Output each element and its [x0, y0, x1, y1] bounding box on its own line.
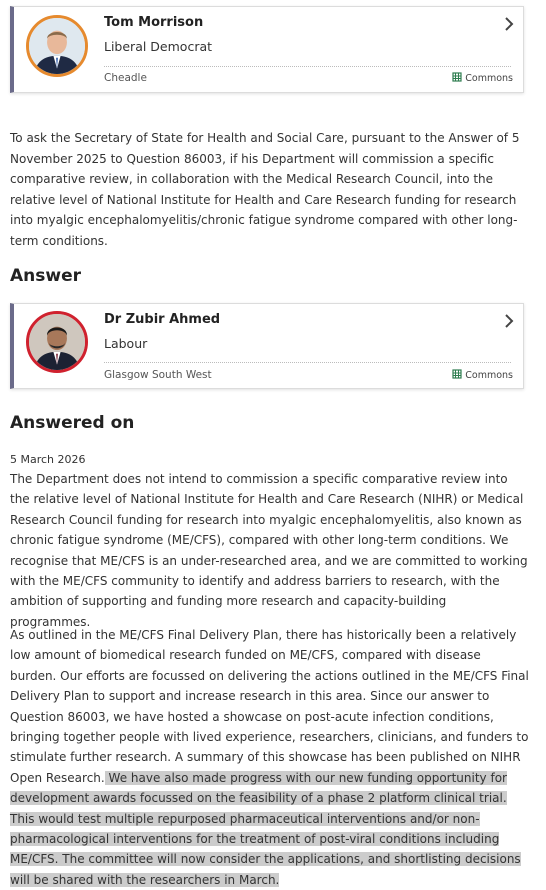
asking-member-card[interactable] — [10, 6, 524, 93]
answer-paragraph: The Department does not intend to commission a specific comparative review into the relative level of National Institute for Health and Care Research (NIHR) or Medical Research Council funding for research into myalgic encephalomyelitis, also known as chronic fatigue syndrome (ME/CFS), compared with other long-term conditions. We recognise that ME/CFS is an under-researched area, and we are committed to working with the ME/CFS community to identify and address barriers to research, with the ambition of supporting and funding more research and capacity-building programmes. — [10, 472, 528, 629]
member-constituency: Glasgow South West — [104, 369, 212, 381]
chevron-right-icon[interactable] — [504, 17, 514, 31]
avatar-tom-morrison — [26, 15, 88, 77]
answer-text: As outlined in the ME/CFS Final Delivery Plan, there has historically been a relatively low amount of biomedical research funded on ME/CFS, compared with disease burden. Our efforts are focussed on delivering the actions outlined in the ME/CFS Final Delivery Plan to support and increase research in this area. Since our answer to Question 86003, we have hosted a showcase on post-acute infection conditions, bringing together people with lived experience, researchers, clinicians, and funders to stimulate further research. A summary of this showcase has been published on NIHR Open Research. — [10, 628, 529, 785]
answered-date: 5 March 2026 — [10, 453, 86, 466]
member-name[interactable]: Dr Zubir Ahmed — [104, 312, 221, 327]
highlighted-selection: We have also made progress with our new funding opportunity for development awards focussed on the feasibility of a phase 2 platform clinical trial. This would test multiple repurposed pharmaceutical interventions and/or non-pharmacological interventions for the treatment of post-viral conditions including ME/CFS. The committee will now consider the applications, and shortlisting decisions will be shared with the researchers in March. — [10, 770, 521, 887]
portcullis-icon — [452, 369, 462, 379]
chevron-right-icon[interactable] — [504, 314, 514, 328]
house-label — [452, 369, 513, 381]
member-constituency: Cheadle — [104, 72, 147, 84]
answered-on-heading: Answered on — [10, 413, 135, 433]
question-text: To ask the Secretary of State for Health and Social Care, pursuant to the Answer of 5 November 2025 to Question 86003, if his Department will commission a specific comparative review, in collaboration with the Medical Research Council, into the relative level of National Institute for Health and Care Research funding for research into myalgic encephalomyelitis/chronic fatigue syndrome compared with other long-term conditions. — [10, 131, 520, 248]
answer-heading: Answer — [10, 266, 81, 286]
member-party: Labour — [104, 336, 148, 351]
house-label — [452, 72, 513, 84]
card-divider — [104, 362, 511, 363]
avatar-zubir-ahmed — [26, 311, 88, 373]
house-text: Commons — [465, 73, 513, 84]
member-name[interactable]: Tom Morrison — [104, 15, 204, 30]
member-party: Liberal Democrat — [104, 39, 213, 54]
card-divider — [104, 66, 511, 67]
portcullis-icon — [452, 72, 462, 82]
answer-paragraph — [10, 625, 530, 890]
house-text: Commons — [465, 370, 513, 381]
answering-member-card[interactable] — [10, 303, 524, 389]
